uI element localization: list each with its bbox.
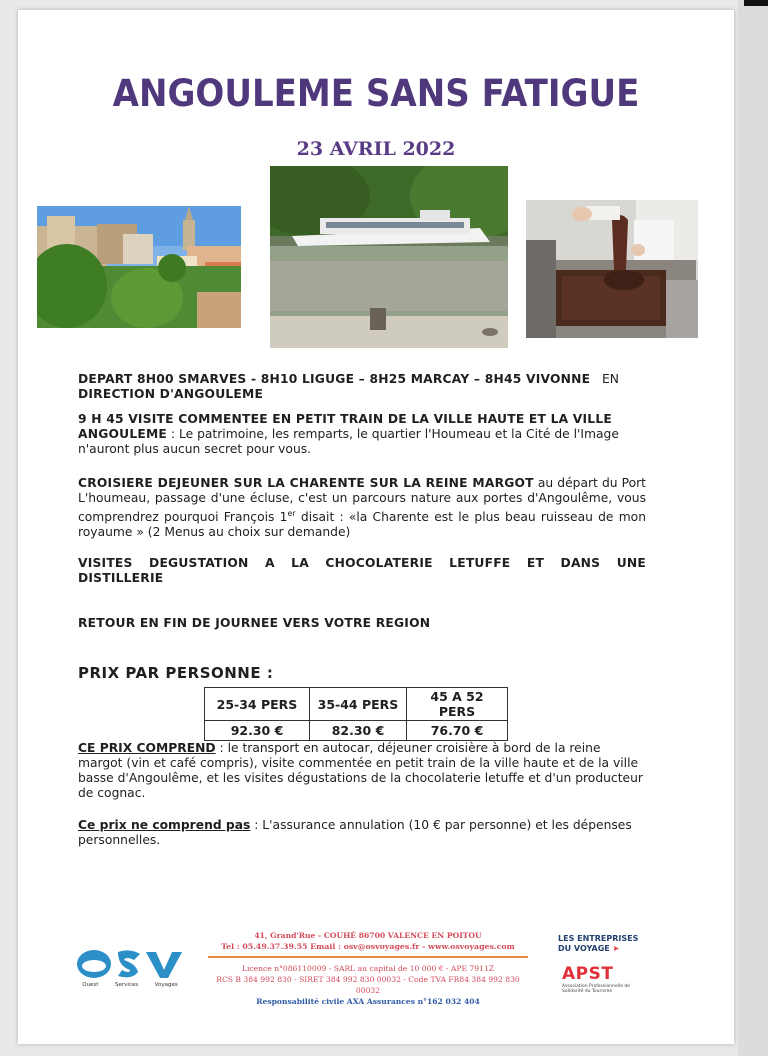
- cruise-text-b: disait : «la Charente est le plus beau ruisseau de mon royaume » (2 Menus au choix sur demande): [78, 510, 646, 540]
- osv-sub-voyages: Voyages: [154, 982, 178, 988]
- footer-address: 41, Grand'Rue - COUHÉ 86700 VALENCE EN POITOU: [254, 931, 482, 940]
- includes-text: : le transport en autocar, déjeuner croisière à bord de la reine margot (vin et café compris), visite commentée en petit train de la ville haute et de la ville basse d'Angoulême, et les visites dégustations de la chocolaterie letuffe et d'un producteur de cognac.: [78, 741, 643, 800]
- price-header-1: 25-34 PERS: [205, 688, 310, 721]
- apst-word: APST: [562, 964, 614, 984]
- osv-sub-services: Services: [114, 982, 139, 988]
- les-entreprises-du-voyage-logo: [558, 934, 648, 954]
- page-title: ANGOULEME SANS FATIGUE: [112, 72, 640, 115]
- footer-rule: [208, 956, 528, 958]
- footer-info: [208, 930, 528, 1007]
- cruise-text-a: au départ du Port L'houmeau, passage d'une écluse, c'est un parcours nature aux portes d'Angoulême, vous comprendrez pourquoi François 1: [78, 476, 646, 525]
- cruise-paragraph: [78, 476, 646, 540]
- train-visit-paragraph: [78, 412, 646, 457]
- osv-sub-ouest: Ouest: [82, 982, 99, 988]
- price-title: PRIX PAR PERSONNE :: [78, 664, 274, 682]
- scan-edge-tab: [744, 0, 768, 6]
- osv-logo-mark: [74, 944, 186, 982]
- apst-tagline: Association Professionnelle de Solidarité du Tourisme: [562, 984, 631, 994]
- tasting-paragraph: VISITES DEGUSTATION A LA CHOCOLATERIE LETUFFE ET DANS UNE DISTILLERIE: [78, 556, 646, 585]
- price-header-2: 35-44 PERS: [310, 688, 407, 721]
- footer-licence: Licence n°086110009 - SARL au capital de 10 000 € - APE 7911Z: [241, 964, 495, 973]
- price-value-2: 82.30 €: [310, 721, 407, 741]
- excludes-text: : L'assurance annulation (10 € par personne) et les dépenses personnelles.: [78, 818, 632, 847]
- departure-times: DEPART 8H00 SMARVES - 8H10 LIGUGE – 8H25 MARCAY – 8H45 VIVONNE: [78, 372, 591, 386]
- footer-rcs: RCS B 384 992 830 - SIRET 384 992 830 00032 - Code TVA FR84 384 992 830 00032: [216, 975, 520, 995]
- partner-line-1: LES ENTREPRISES: [558, 934, 639, 943]
- partner-arrow-icon: ➤: [612, 944, 620, 953]
- train-visit-heading: 9 H 45 VISITE COMMENTEE EN PETIT TRAIN DE LA VILLE HAUTE ET LA VILLE ANGOULEME: [78, 412, 612, 441]
- osv-logo-sub: [74, 982, 186, 988]
- excludes-paragraph: [78, 818, 646, 848]
- chocolate-making-photo: [526, 200, 698, 338]
- includes-label: CE PRIX COMPREND: [78, 741, 216, 755]
- cruise-sup: er: [287, 509, 296, 518]
- price-value-3: 76.70 €: [407, 721, 508, 741]
- train-visit-text: : Le patrimoine, les remparts, le quartier l'Houmeau et la Cité de l'Image n'auront plus aucun secret pour vous.: [78, 427, 619, 456]
- river-boat-photo: [270, 166, 508, 348]
- departure-direction: DIRECTION D'ANGOULEME: [78, 387, 264, 401]
- price-table-value-row: [205, 721, 508, 741]
- price-header-3: 45 A 52 PERS: [407, 688, 508, 721]
- price-value-1: 92.30 €: [205, 721, 310, 741]
- cruise-heading: CROISIERE DEJEUNER SUR LA CHARENTE SUR LA REINE MARGOT: [78, 476, 534, 490]
- return-paragraph: RETOUR EN FIN DE JOURNEE VERS VOTRE REGION: [78, 616, 431, 630]
- apst-logo: [562, 964, 642, 994]
- partner-line-2: DU VOYAGE ➤: [558, 944, 620, 953]
- price-table: [204, 687, 508, 741]
- flyer-page: [18, 10, 734, 1044]
- angouleme-town-photo: [37, 206, 241, 328]
- osv-logo: [74, 944, 186, 992]
- footer-contact: Tel : 05.49.37.39.55 Email : osv@osvoyages.fr - www.osvoyages.com: [221, 942, 515, 951]
- includes-paragraph: [78, 741, 646, 801]
- departure-en: EN: [601, 372, 619, 386]
- departure-paragraph: [78, 372, 646, 402]
- scan-edge: [738, 0, 768, 1056]
- price-table-header-row: [205, 688, 508, 721]
- excludes-label: Ce prix ne comprend pas: [78, 818, 251, 832]
- footer-responsabilite: Responsabilité civile AXA Assurances n°162 032 404: [256, 997, 480, 1006]
- event-date: 23 AVRIL 2022: [296, 138, 456, 160]
